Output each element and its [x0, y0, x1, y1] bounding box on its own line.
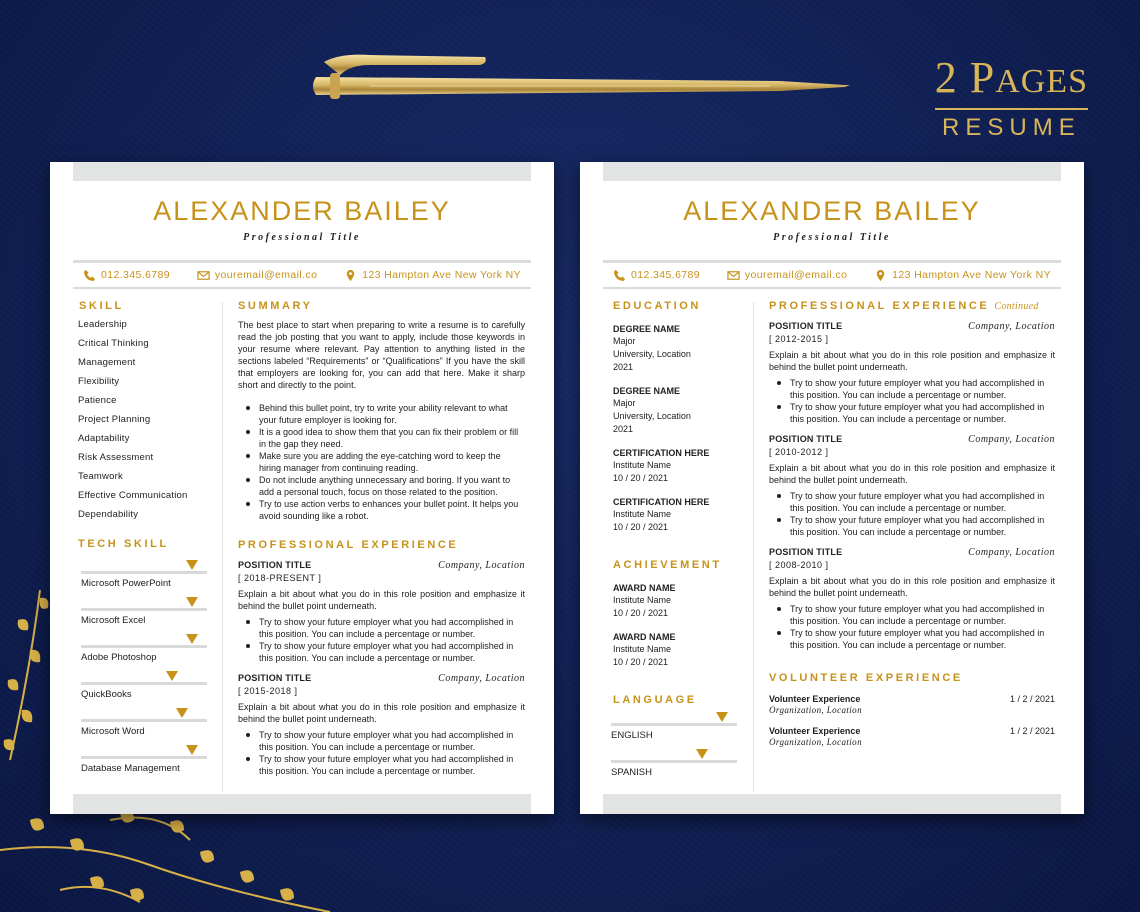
job-header	[238, 673, 525, 684]
top-bar	[73, 162, 531, 181]
skill-level-bar	[81, 671, 218, 685]
volunteer-heading: VOLUNTEER EXPERIENCE	[769, 672, 963, 684]
professional-title: Professional Title	[243, 232, 361, 243]
phone: 012.345.6789	[631, 269, 701, 281]
volunteer-org: Organization, Location	[769, 705, 862, 715]
entry-line: Major	[613, 398, 636, 408]
bar-track	[81, 682, 207, 685]
volunteer-row	[769, 726, 1055, 736]
skill-level-bar	[81, 634, 218, 648]
position-title: POSITION TITLE	[769, 321, 843, 331]
bullet-item: Try to show your future employer what you had accomplished in this position. You can include a percentage or number.	[769, 514, 1055, 538]
entry-title: CERTIFICATION HERE	[613, 497, 710, 507]
volunteer-org: Organization, Location	[769, 737, 862, 747]
entry-line: Major	[613, 336, 636, 346]
bar-label: Microsoft Excel	[81, 615, 146, 626]
entry-line: Institute Name	[613, 644, 672, 654]
skill-item: Management	[78, 357, 136, 368]
job-bullets	[238, 729, 525, 777]
candidate-name: ALEXANDER BAILEY	[153, 196, 451, 226]
bar-track	[81, 719, 207, 722]
tech-skill-list	[81, 560, 218, 776]
job-description: Explain a bit about what you do in this role position and emphasize it behind the bullet point underneath.	[769, 350, 1055, 372]
resume-page-2	[580, 162, 1084, 814]
entry-line: 2021	[613, 424, 634, 434]
entry-title: DEGREE NAME	[613, 324, 681, 334]
job-dates: [ 2010-2012 ]	[769, 447, 829, 457]
job-list	[769, 321, 1055, 651]
column-divider	[222, 302, 223, 792]
job-description: Explain a bit about what you do in this role position and emphasize it behind the bullet point underneath.	[238, 702, 525, 724]
experience-heading: PROFESSIONAL EXPERIENCE	[238, 539, 459, 551]
contact-bar	[603, 260, 1061, 289]
two-pages-badge	[934, 53, 1088, 141]
job-description: Explain a bit about what you do in this role position and emphasize it behind the bullet point underneath.	[769, 576, 1055, 598]
gold-pen-icon	[310, 45, 870, 115]
resume-page-1	[50, 162, 554, 814]
skill-item: Leadership	[78, 319, 128, 330]
entry-line: 2021	[613, 362, 634, 372]
address: 123 Hampton Ave New York NY	[892, 269, 1051, 281]
achievement-heading: ACHIEVEMENT	[613, 559, 722, 571]
bullet-item: Do not include anything unnecessary and boring. If you want to add a personal touch, focus on those related to the position.	[238, 474, 525, 498]
skill-level-bar	[81, 708, 218, 722]
address: 123 Hampton Ave New York NY	[362, 269, 521, 281]
level-marker-icon	[696, 749, 708, 759]
skill-item: Critical Thinking	[78, 338, 149, 349]
skill-level-bar	[611, 712, 748, 726]
continued-label: Continued	[994, 301, 1039, 312]
job-header	[238, 560, 525, 571]
bar-label: ENGLISH	[611, 730, 653, 741]
job-bullets	[238, 616, 525, 664]
phone: 012.345.6789	[101, 269, 171, 281]
bar-label: QuickBooks	[81, 689, 132, 700]
bar-track	[81, 571, 207, 574]
achievement-list	[613, 582, 748, 669]
summary-bullets	[238, 402, 525, 522]
left-column	[613, 300, 748, 786]
job-bullets	[769, 377, 1055, 425]
top-bar	[603, 162, 1061, 181]
bullet-item: Try to show your future employer what you had accomplished in this position. You can include a percentage or number.	[238, 616, 525, 640]
company-location: Company, Location	[968, 434, 1055, 445]
job-dates: [ 2008-2010 ]	[769, 560, 829, 570]
bullet-item: Try to show your future employer what you had accomplished in this position. You can include a percentage or number.	[769, 627, 1055, 651]
entry-line: Institute Name	[613, 595, 672, 605]
job-dates: [ 2015-2018 ]	[238, 686, 298, 696]
candidate-name: ALEXANDER BAILEY	[683, 196, 981, 226]
email-icon	[197, 269, 210, 282]
company-location: Company, Location	[968, 321, 1055, 332]
entry-line: Institute Name	[613, 460, 672, 470]
company-location: Company, Location	[438, 560, 525, 571]
education-list	[613, 323, 748, 534]
job-header	[769, 547, 1055, 558]
entry-line: 10 / 20 / 2021	[613, 522, 669, 532]
entry-line: University, Location	[613, 411, 691, 421]
bottom-bar	[603, 794, 1061, 814]
summary-text: The best place to start when preparing to write a resume is to carefully read the job posting that you want to apply, include those keywords in your resume where relevant. Pay attention to anything listed in the sections labeled “Requirements” or “Qualifications” If you have the skill that employers are looking for, you can add that here. Make it sharp short and directly to the point.	[238, 320, 525, 390]
bar-label: Adobe Photoshop	[81, 652, 157, 663]
bar-track	[81, 756, 207, 759]
email: youremail@email.co	[214, 269, 318, 281]
company-location: Company, Location	[968, 547, 1055, 558]
bullet-item: Try to show your future employer what you had accomplished in this position. You can include a percentage or number.	[238, 753, 525, 777]
level-marker-icon	[186, 745, 198, 755]
badge-line2: RESUME	[942, 114, 1081, 141]
bar-label: Microsoft Word	[81, 726, 145, 737]
professional-title: Professional Title	[773, 232, 891, 243]
volunteer-date: 1 / 2 / 2021	[1009, 726, 1055, 736]
job-list	[238, 560, 525, 777]
language-list	[611, 712, 748, 780]
skill-item: Effective Communication	[78, 490, 188, 501]
level-marker-icon	[166, 671, 178, 681]
job-dates: [ 2018-PRESENT ]	[238, 573, 322, 583]
skill-item: Adaptability	[78, 433, 130, 444]
entry-line: 10 / 20 / 2021	[613, 608, 669, 618]
summary-heading: SUMMARY	[238, 300, 313, 312]
job-description: Explain a bit about what you do in this role position and emphasize it behind the bullet point underneath.	[769, 463, 1055, 485]
level-marker-icon	[176, 708, 188, 718]
bullet-item: Make sure you are adding the eye-catching word to keep the hiring manager from continuing reading.	[238, 450, 525, 474]
bullet-item: Try to show your future employer what you had accomplished in this position. You can include a percentage or number.	[238, 729, 525, 753]
bullet-item: Try to use action verbs to enhances your bullet point. It helps you avoid sounding like a robot.	[238, 498, 525, 522]
bullet-item: Try to show your future employer what you had accomplished in this position. You can include a percentage or number.	[238, 640, 525, 664]
skill-level-bar	[81, 597, 218, 611]
right-column	[769, 300, 1055, 748]
level-marker-icon	[186, 597, 198, 607]
entry-title: AWARD NAME	[613, 583, 676, 593]
right-column	[238, 300, 525, 777]
skill-item: Dependability	[78, 509, 139, 520]
experience-heading: PROFESSIONAL EXPERIENCE	[769, 300, 990, 312]
volunteer-list	[769, 694, 1055, 748]
skill-item: Project Planning	[78, 414, 151, 425]
skill-item: Risk Assessment	[78, 452, 154, 463]
location-pin-icon	[344, 269, 357, 282]
bullet-item: Try to show your future employer what you had accomplished in this position. You can include a percentage or number.	[769, 401, 1055, 425]
volunteer-title: Volunteer Experience	[769, 726, 861, 736]
bar-track	[611, 723, 737, 726]
badge-line1-small: AGES	[995, 63, 1088, 100]
entry-title: AWARD NAME	[613, 632, 676, 642]
job-description: Explain a bit about what you do in this role position and emphasize it behind the bullet point underneath.	[238, 589, 525, 611]
bar-track	[611, 760, 737, 763]
badge-line1-big: 2 P	[934, 53, 996, 102]
skill-item: Teamwork	[78, 471, 123, 482]
bar-track	[81, 645, 207, 648]
entry-line: University, Location	[613, 349, 691, 359]
bullet-item: It is a good idea to show them that you can fix their problem or fill in the gap they need.	[238, 426, 525, 450]
bullet-item: Try to show your future employer what you had accomplished in this position. You can include a percentage or number.	[769, 603, 1055, 627]
language-heading: LANGUAGE	[613, 694, 697, 706]
job-header	[769, 434, 1055, 445]
bar-track	[81, 608, 207, 611]
phone-icon	[613, 269, 626, 282]
job-header	[769, 321, 1055, 332]
position-title: POSITION TITLE	[238, 673, 312, 683]
phone-icon	[83, 269, 96, 282]
position-title: POSITION TITLE	[238, 560, 312, 570]
skill-level-bar	[81, 560, 218, 574]
bullet-item: Try to show your future employer what you had accomplished in this position. You can include a percentage or number.	[769, 377, 1055, 401]
entry-line: 10 / 20 / 2021	[613, 473, 669, 483]
column-divider	[753, 302, 754, 792]
entry-title: CERTIFICATION HERE	[613, 448, 710, 458]
volunteer-date: 1 / 2 / 2021	[1009, 694, 1055, 704]
bar-label: Database Management	[81, 763, 180, 774]
left-column	[78, 300, 218, 782]
bullet-item: Behind this bullet point, try to write your ability relevant to what your future employer is looking for.	[238, 402, 525, 426]
email-icon	[727, 269, 740, 282]
level-marker-icon	[186, 560, 198, 570]
volunteer-title: Volunteer Experience	[769, 694, 861, 704]
skill-level-bar	[81, 745, 218, 759]
entry-line: Institute Name	[613, 509, 672, 519]
bar-label: SPANISH	[611, 767, 653, 778]
contact-bar	[73, 260, 531, 289]
tech-skill-heading: TECH SKILL	[78, 538, 169, 550]
bullet-item: Try to show your future employer what you had accomplished in this position. You can include a percentage or number.	[769, 490, 1055, 514]
level-marker-icon	[186, 634, 198, 644]
skill-heading: SKILL	[79, 300, 124, 312]
bar-label: Microsoft PowerPoint	[81, 578, 171, 589]
position-title: POSITION TITLE	[769, 434, 843, 444]
email: youremail@email.co	[744, 269, 848, 281]
job-bullets	[769, 490, 1055, 538]
position-title: POSITION TITLE	[769, 547, 843, 557]
bottom-bar	[73, 794, 531, 814]
skill-level-bar	[611, 749, 748, 763]
company-location: Company, Location	[438, 673, 525, 684]
level-marker-icon	[716, 712, 728, 722]
entry-line: 10 / 20 / 2021	[613, 657, 669, 667]
location-pin-icon	[874, 269, 887, 282]
skill-list	[78, 315, 218, 524]
skill-item: Flexibility	[78, 376, 120, 387]
volunteer-row	[769, 694, 1055, 704]
education-heading: EDUCATION	[613, 300, 701, 312]
job-dates: [ 2012-2015 ]	[769, 334, 829, 344]
skill-item: Patience	[78, 395, 117, 406]
entry-title: DEGREE NAME	[613, 386, 681, 396]
job-bullets	[769, 603, 1055, 651]
